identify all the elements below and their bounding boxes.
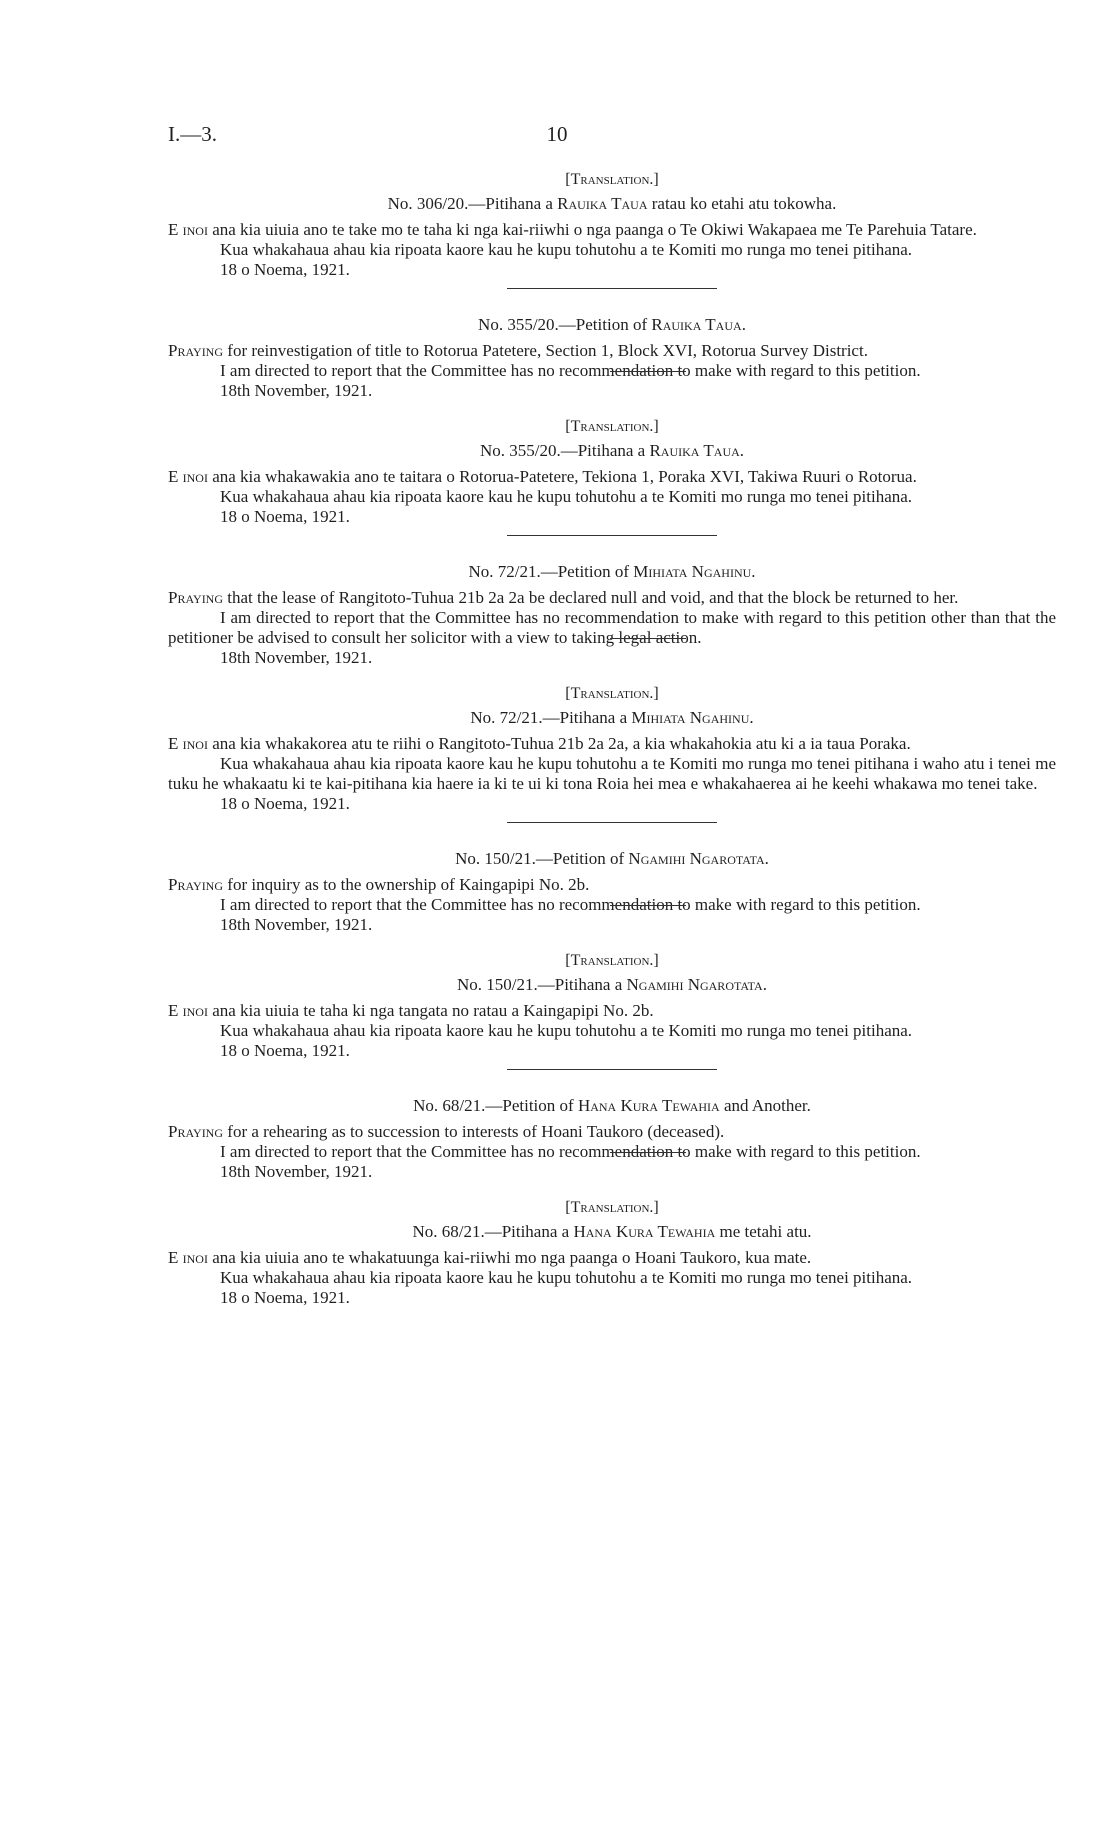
- committee-report: Kua whakahaua ahau kia ripoata kaore kau he kupu tohutohu a te Komiti mo runga mo tenei pitihana.: [220, 1021, 913, 1040]
- translation-label: [Translation.]: [565, 952, 659, 969]
- prayer-text: E inoi ana kia whakakorea atu te riihi o Rangitoto-Tuhua 21b 2a 2a, a kia whakahokia atu ki a ia taua Poraka.: [168, 734, 911, 753]
- petition-entry: [168, 315, 1056, 417]
- petition-title: No. 72/21.—Pitihana a Mihiata Ngahinu.: [470, 708, 754, 727]
- prayer-text: E inoi ana kia whakawakia ano te taitara o Rotorua-Patetere, Tekiona 1, Poraka XVI, Takiwa Ruuri o Rotorua.: [168, 467, 917, 486]
- petition-title: No. 68/21.—Pitihana a Hana Kura Tewahia me tetahi atu.: [412, 1222, 812, 1241]
- separator-rule: [507, 822, 717, 823]
- petitioner-name: Ngamihi Ngarotata: [628, 849, 765, 868]
- petition-entry: [168, 684, 1056, 823]
- committee-report: I am directed to report that the Committee has no recommendation to make with regard to this petition.: [220, 361, 921, 380]
- petition-title: No. 150/21.—Petition of Ngamihi Ngarotata.: [455, 849, 769, 868]
- translation-label: [Translation.]: [565, 1199, 659, 1216]
- report-date: 18 o Noema, 1921.: [220, 794, 350, 813]
- petitioner-name: Rauika Taua: [651, 315, 742, 334]
- committee-report: Kua whakahaua ahau kia ripoata kaore kau he kupu tohutohu a te Komiti mo runga mo tenei pitihana i waho atu i tenei me tuku he whakaatu ki te kai-pitihana kia haere ia ki te ui ki tona Roia hei mea e whakahaerea ai he keehi whakawa mo tenei take.: [168, 754, 1056, 793]
- petition-title: No. 150/21.—Pitihana a Ngamihi Ngarotata.: [457, 975, 767, 994]
- prayer-text: E inoi ana kia uiuia ano te whakatuunga kai-riiwhi mo nga paanga o Hoani Taukoro, kua mate.: [168, 1248, 812, 1267]
- translation-label: [Translation.]: [565, 171, 659, 188]
- prayer-text: E inoi ana kia uiuia ano te take mo te taha ki nga kai-riiwhi o nga paanga o Te Okiwi Wakapaea me Te Parehuia Tatare.: [168, 220, 977, 239]
- petitioner-name: Hana Kura Tewahia: [573, 1222, 716, 1241]
- report-date: 18 o Noema, 1921.: [220, 507, 350, 526]
- petition-entry: [168, 849, 1056, 951]
- petition-entry: [168, 951, 1056, 1070]
- petitioner-name: Rauika Taua: [649, 441, 740, 460]
- petitioner-name: Mihiata Ngahinu: [631, 708, 750, 727]
- prayer-text: Praying for reinvestigation of title to Rotorua Patetere, Section 1, Block XVI, Rotorua Survey District.: [168, 341, 868, 360]
- committee-report: Kua whakahaua ahau kia ripoata kaore kau he kupu tohutohu a te Komiti mo runga mo tenei pitihana.: [220, 1268, 913, 1287]
- translation-label: [Translation.]: [565, 685, 659, 702]
- petition-entry: [168, 562, 1056, 684]
- report-date: 18th November, 1921.: [220, 1162, 1056, 1182]
- petition-title: No. 306/20.—Pitihana a Rauika Taua ratau ko etahi atu tokowha.: [387, 194, 837, 213]
- prayer-text: Praying for a rehearing as to succession to interests of Hoani Taukoro (deceased).: [168, 1122, 725, 1141]
- report-date: 18 o Noema, 1921.: [220, 1288, 350, 1307]
- committee-report: I am directed to report that the Committee has no recommendation to make with regard to this petition.: [220, 895, 921, 914]
- separator-rule: [507, 288, 717, 289]
- petitions-content: [168, 170, 1056, 1308]
- prayer-text: E inoi ana kia uiuia te taha ki nga tangata no ratau a Kaingapipi No. 2b.: [168, 1001, 654, 1020]
- petitioner-name: Rauika Taua: [557, 194, 648, 213]
- report-date: 18th November, 1921.: [220, 381, 1056, 401]
- committee-report: Kua whakahaua ahau kia ripoata kaore kau he kupu tohutohu a te Komiti mo runga mo tenei pitihana.: [220, 240, 913, 259]
- paper-reference: I.—3.: [168, 122, 217, 146]
- petition-title: No. 355/20.—Pitihana a Rauika Taua.: [479, 441, 745, 460]
- report-date: 18th November, 1921.: [220, 648, 1056, 668]
- page-number: 10: [546, 122, 568, 146]
- committee-report: I am directed to report that the Committee has no recommendation to make with regard to this petition other than that the petitioner be advised to consult her solicitor with a view to taking legal action.: [168, 608, 1056, 647]
- petitioner-name: Hana Kura Tewahia: [577, 1096, 720, 1115]
- prayer-text: Praying that the lease of Rangitoto-Tuhua 21b 2a 2a be declared null and void, and that the block be returned to her.: [168, 588, 959, 607]
- committee-report: Kua whakahaua ahau kia ripoata kaore kau he kupu tohutohu a te Komiti mo runga mo tenei pitihana.: [220, 487, 913, 506]
- petition-entry: [168, 170, 1056, 289]
- report-date: 18 o Noema, 1921.: [220, 1041, 350, 1060]
- translation-label: [Translation.]: [565, 418, 659, 435]
- petitioner-name: Mihiata Ngahinu: [633, 562, 752, 581]
- prayer-text: Praying for inquiry as to the ownership of Kaingapipi No. 2b.: [168, 875, 590, 894]
- report-date: 18 o Noema, 1921.: [220, 260, 350, 279]
- petition-title: No. 355/20.—Petition of Rauika Taua.: [478, 315, 746, 334]
- petition-title: No. 68/21.—Petition of Hana Kura Tewahia and Another.: [413, 1096, 811, 1115]
- separator-rule: [507, 1069, 717, 1070]
- petition-entry: [168, 417, 1056, 536]
- committee-report: I am directed to report that the Committee has no recommendation to make with regard to this petition.: [220, 1142, 921, 1161]
- petitioner-name: Ngamihi Ngarotata: [626, 975, 763, 994]
- petition-entry: [168, 1198, 1056, 1308]
- petition-entry: [168, 1096, 1056, 1198]
- petition-title: No. 72/21.—Petition of Mihiata Ngahinu.: [468, 562, 756, 581]
- report-date: 18th November, 1921.: [220, 915, 1056, 935]
- separator-rule: [507, 535, 717, 536]
